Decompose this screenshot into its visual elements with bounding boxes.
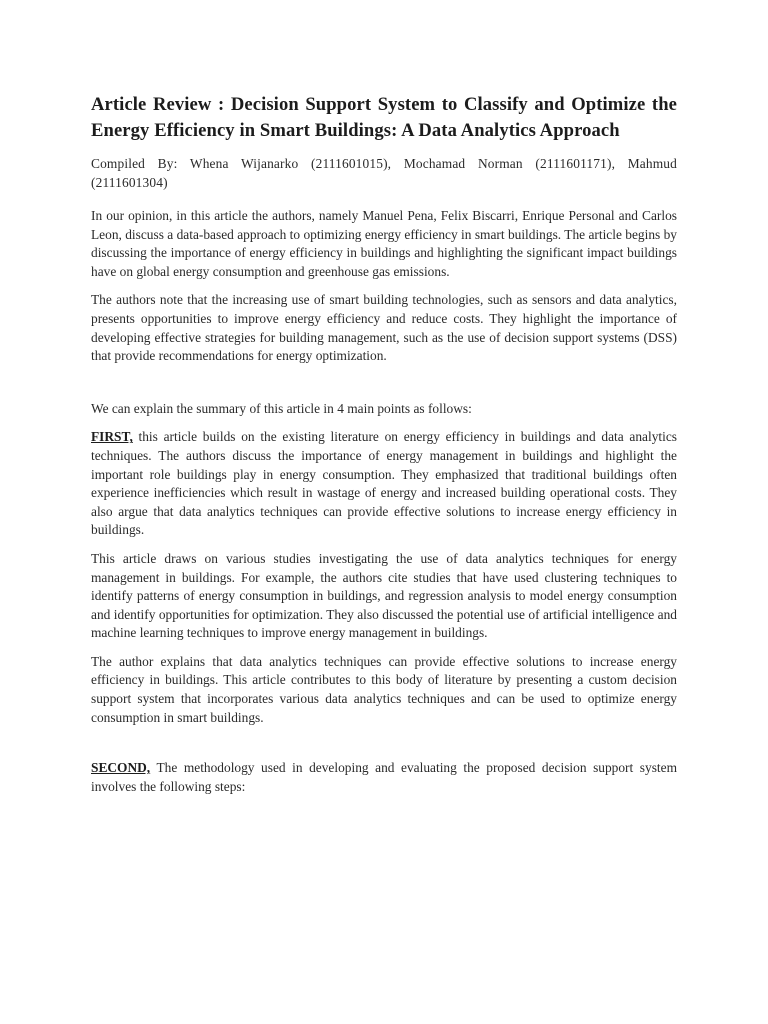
article-title: Article Review : Decision Support System to Classify and Optimize the Energy Efficiency in Smart Buildings: A Data Analytics Approach	[91, 94, 677, 141]
paragraph-summary-intro: We can explain the summary of this article in 4 main points as follows:	[91, 400, 472, 416]
paragraph-intro: In our opinion, in this article the authors, namely Manuel Pena, Felix Biscarri, Enrique Personal and Carlos Leon, discuss a data-based approach to optimizing energy efficiency in smart buildings. The article begins by discussing the importance of energy efficiency in buildings and highlighting the significant impact buildings have on global energy consumption and greenhouse gas emissions.	[91, 208, 677, 279]
second-body: The methodology used in developing and evaluating the proposed decision support system involves the following steps:	[91, 760, 677, 794]
paragraph-smart-tech: The authors note that the increasing use of smart building technologies, such as sensors and data analytics, presents opportunities to improve energy efficiency and reduce costs. They highlight the importance of developing effective strategies for building management, such as the use of decision support systems (DSS) that provide recommendations for energy optimization.	[91, 292, 677, 364]
second-lead: SECOND,	[91, 760, 151, 776]
first-body: this article builds on the existing literature on energy efficiency in buildings and data analytics techniques. The authors discuss the importance of energy management in buildings and highlight the important role buildings play in energy consumption. They emphasized that traditional buildings often experience inefficiencies which result in wastage of energy and increased building operational costs. They also argue that data analytics techniques can provide effective solutions to increase energy efficiency in buildings.	[91, 429, 677, 538]
paragraph-studies: This article draws on various studies investigating the use of data analytics techniques for energy management in buildings. For example, the authors cite studies that have used clustering techniques to identify patterns of energy consumption in buildings, and regression analysis to model energy consumption and identify opportunities for optimization. They also discussed the potential use of artificial intelligence and machine learning techniques to improve energy management in buildings.	[91, 550, 677, 641]
paragraph-first	[91, 428, 677, 540]
document-page	[91, 92, 677, 806]
first-lead: FIRST,	[91, 429, 133, 445]
paragraph-contribution: The author explains that data analytics techniques can provide effective solutions to increase energy efficiency in buildings. This article contributes to this body of literature by presenting a custom decision support system that incorporates various data analytics techniques and can be used to optimize energy consumption in smart buildings.	[91, 653, 677, 725]
compiled-by: Compiled By: Whena Wijanarko (2111601015), Mochamad Norman (2111601171), Mahmud (2111601304)	[91, 156, 677, 190]
paragraph-second	[91, 759, 677, 796]
